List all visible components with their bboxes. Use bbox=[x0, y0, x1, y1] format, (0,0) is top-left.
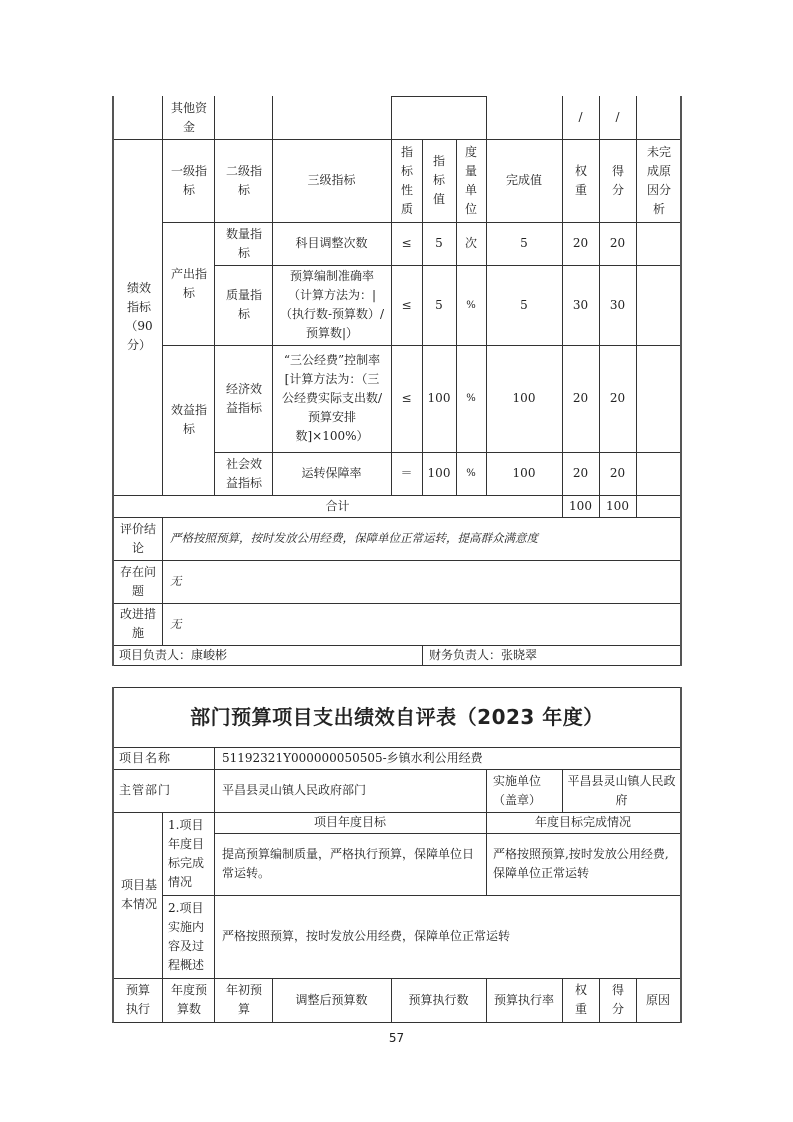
divider bbox=[113, 1022, 681, 1023]
level2-cell: 质量指标 bbox=[225, 288, 262, 321]
finance-lead: 财务负责人：张晓翠 bbox=[429, 647, 538, 662]
level2-cell: 数量指标 bbox=[225, 226, 262, 260]
executed-budget-header: 预算执行数 bbox=[408, 992, 469, 1007]
level3-cell: 科目调整次数 bbox=[295, 236, 368, 250]
unit-cell: % bbox=[466, 393, 476, 404]
header-reason: 未完成原因分析 bbox=[646, 144, 671, 216]
divider bbox=[162, 96, 163, 495]
level3-cell: 运转保障率 bbox=[301, 466, 362, 480]
goal-text: 提高预算编制质量，严格执行预算，保障单位日常运转。 bbox=[222, 847, 475, 880]
dept-label: 主管部门 bbox=[119, 783, 172, 797]
score-cell: 20 bbox=[609, 236, 626, 250]
problems-label: 存在问题 bbox=[120, 564, 157, 598]
level3-cell: “三公经费”控制率[计算方法为：（三公经费实际支出数/预算安排数]×100%） bbox=[281, 353, 383, 443]
divider bbox=[599, 978, 600, 1022]
header-done: 完成值 bbox=[505, 173, 542, 187]
header-nature: 指标性质 bbox=[400, 144, 413, 216]
page-number: 57 bbox=[388, 1030, 405, 1045]
done-cell: 5 bbox=[520, 297, 528, 312]
divider bbox=[214, 96, 215, 495]
score-cell: 20 bbox=[609, 466, 626, 480]
value-cell: 100 bbox=[427, 391, 451, 405]
impl-label: 实施单位（盖章） bbox=[493, 773, 542, 807]
divider bbox=[112, 96, 114, 666]
unit-cell: 次 bbox=[464, 236, 477, 250]
level1-output: 产出指标 bbox=[170, 266, 207, 300]
reason-header: 原因 bbox=[645, 992, 670, 1007]
budget-exec-label: 预算执行 bbox=[125, 983, 150, 1016]
measures-text: 无 bbox=[170, 616, 182, 631]
done-cell: 100 bbox=[512, 466, 536, 480]
value-cell: 100 bbox=[427, 466, 451, 480]
nature-cell: ≤ bbox=[401, 297, 412, 312]
execution-rate-header: 预算执行率 bbox=[493, 992, 554, 1007]
problems-text: 无 bbox=[170, 574, 182, 588]
weight-cell: 20 bbox=[572, 466, 589, 480]
header-level3: 三级指标 bbox=[307, 173, 356, 187]
header-level1: 一级指标 bbox=[170, 163, 207, 197]
header-score: 得分 bbox=[611, 163, 624, 197]
score-cell: 20 bbox=[609, 391, 626, 405]
divider bbox=[680, 96, 682, 666]
project-lead: 项目负责人：康峻彬 bbox=[119, 647, 228, 662]
done-header: 年度目标完成情况 bbox=[534, 815, 631, 829]
group-label: 绩效指标（90分） bbox=[125, 281, 153, 352]
done-cell: 5 bbox=[520, 236, 528, 250]
score-header: 得分 bbox=[611, 983, 624, 1016]
impl-value: 平昌县灵山镇人民政府 bbox=[567, 773, 676, 807]
nature-cell: ≤ bbox=[401, 236, 412, 250]
level1-benefit: 效益指标 bbox=[170, 403, 207, 436]
measures-label: 改进措施 bbox=[120, 607, 157, 640]
total-label: 合计 bbox=[325, 498, 350, 513]
adjusted-budget-header: 调整后预算数 bbox=[295, 992, 368, 1007]
done-cell: 100 bbox=[512, 391, 536, 405]
sec2-text: 严格按照预算，按时发放公用经费，保障单位正常运转 bbox=[222, 929, 511, 943]
divider bbox=[636, 96, 637, 517]
value-cell: 5 bbox=[435, 297, 443, 312]
project-name-value: 51192321Y000000050505-乡镇水利公用经费 bbox=[222, 750, 483, 765]
level2-cell: 社会效益指标 bbox=[225, 456, 262, 490]
total-weight: 100 bbox=[569, 498, 592, 513]
weight-cell: 20 bbox=[572, 391, 589, 405]
weight-header: 权重 bbox=[574, 983, 587, 1016]
project-name-label: 项目名称 bbox=[119, 750, 172, 765]
dept-value: 平昌县灵山镇人民政府部门 bbox=[222, 783, 367, 797]
nature-cell: ＝ bbox=[400, 466, 413, 480]
funds-weight: / bbox=[578, 110, 583, 124]
header-weight: 权重 bbox=[574, 163, 587, 197]
goal-header: 项目年度目标 bbox=[313, 815, 386, 829]
sec1-label: 1.项目年度目标完成情况 bbox=[168, 817, 205, 889]
header-value: 指标值 bbox=[432, 154, 445, 206]
unit-cell: % bbox=[466, 468, 476, 479]
weight-cell: 30 bbox=[572, 297, 589, 312]
divider bbox=[391, 96, 486, 97]
done-text: 严格按照预算,按时发放公用经费,保障单位正常运转 bbox=[493, 847, 669, 880]
unit-cell: % bbox=[466, 299, 476, 311]
funds-score: / bbox=[615, 110, 620, 124]
level2-cell: 经济效益指标 bbox=[225, 381, 262, 415]
sec2-label: 2.项目实施内容及过程概述 bbox=[168, 900, 205, 972]
divider bbox=[113, 665, 681, 666]
initial-budget-header: 年初预算 bbox=[225, 983, 262, 1016]
annual-budget-header: 年度预算数 bbox=[170, 983, 207, 1016]
conclusion-label: 评价结论 bbox=[120, 521, 157, 555]
divider bbox=[562, 978, 563, 1022]
conclusion-text: 严格按照预算，按时发放公用经费，保障单位正常运转，提高群众满意度 bbox=[170, 531, 538, 545]
weight-cell: 20 bbox=[572, 236, 589, 250]
total-score: 100 bbox=[606, 498, 629, 513]
header-unit: 度量单位 bbox=[464, 144, 477, 216]
basic-label: 项目基本情况 bbox=[121, 878, 158, 911]
level3-cell: 预算编制准确率（计算方法为：|（执行数-预算数）/预算数|） bbox=[279, 269, 385, 340]
nature-cell: ≤ bbox=[401, 391, 412, 405]
value-cell: 5 bbox=[435, 236, 443, 250]
page-title: 部门预算项目支出绩效自评表（2023 年度） bbox=[190, 704, 604, 729]
score-cell: 30 bbox=[609, 297, 626, 312]
funds-label: 其他资金 bbox=[170, 100, 207, 134]
header-level2: 二级指标 bbox=[225, 163, 262, 197]
